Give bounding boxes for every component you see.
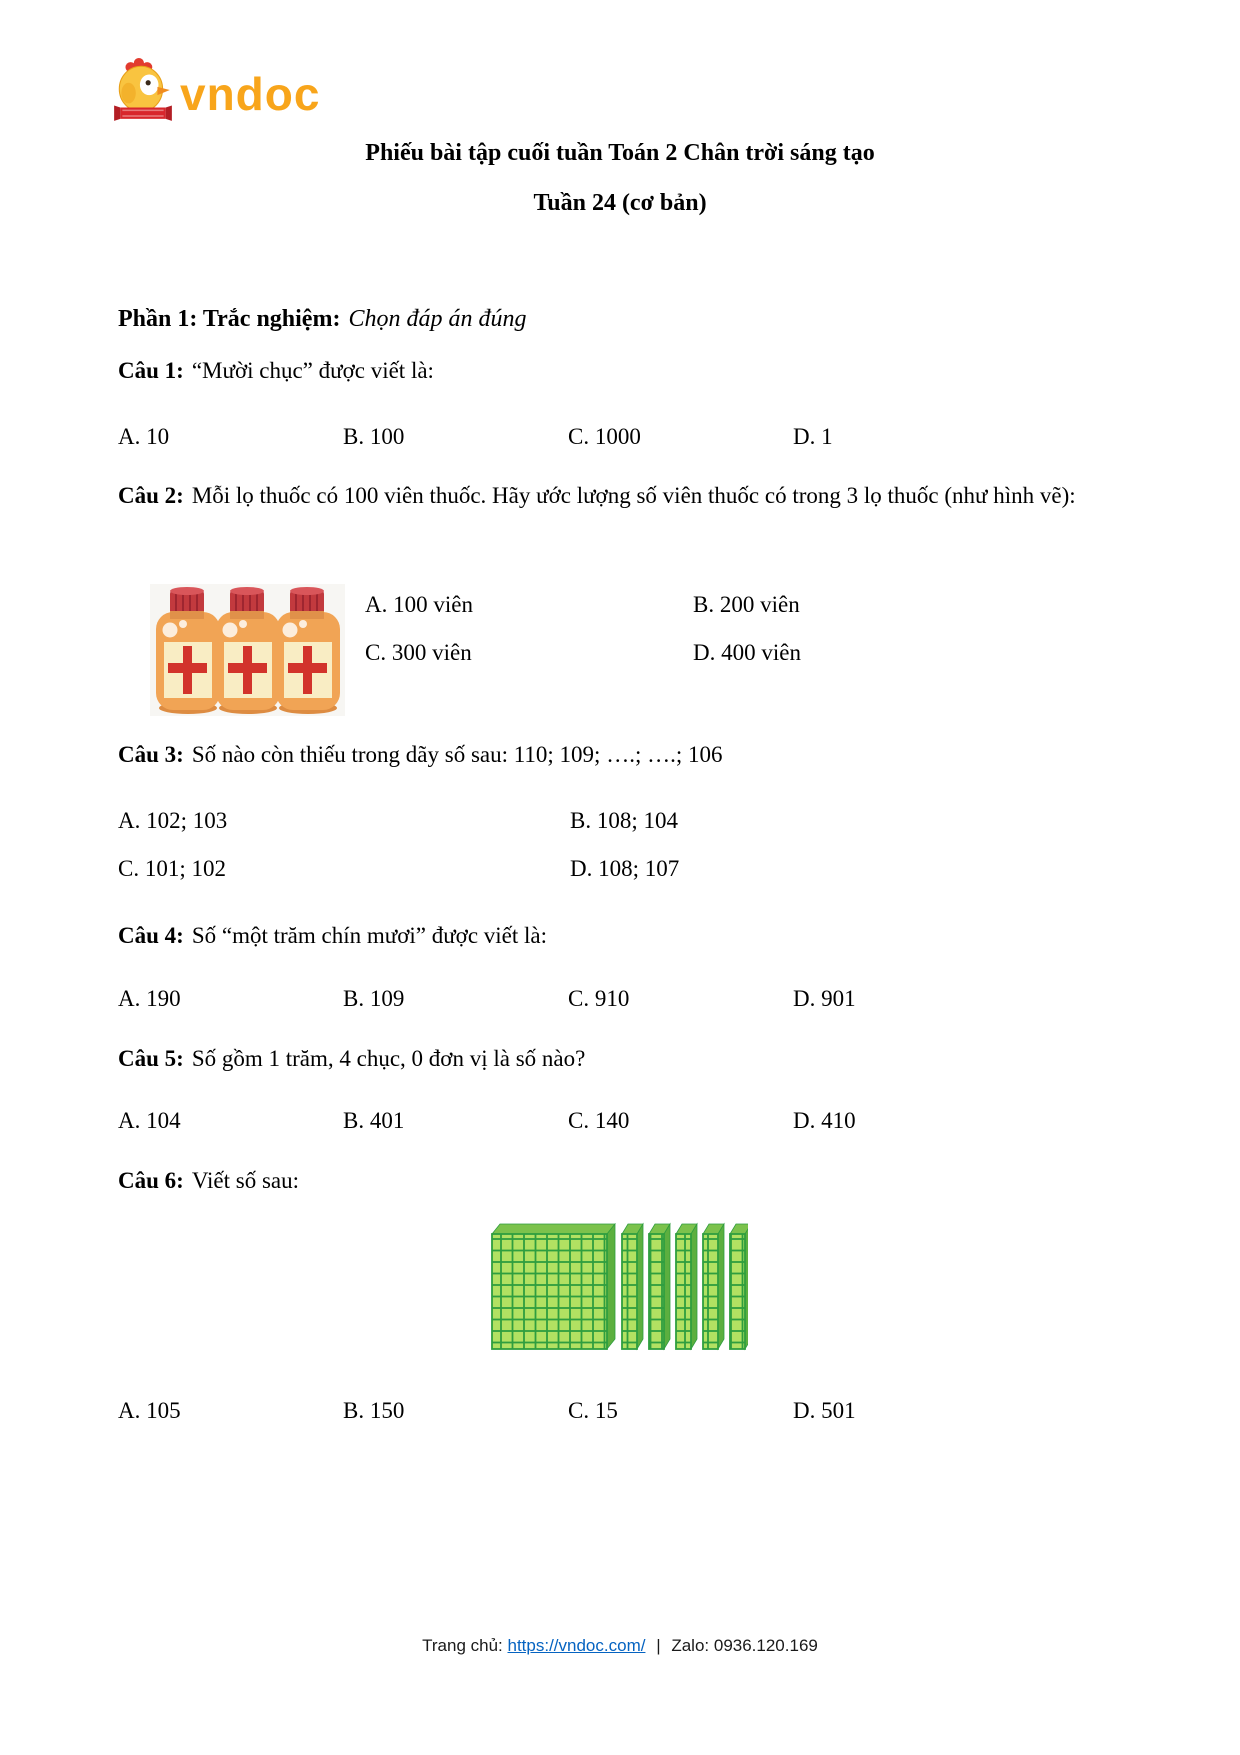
option-item: C. 1000 (568, 424, 641, 449)
option-item: C. 15 (568, 1398, 618, 1423)
ten-rod (622, 1224, 643, 1349)
question-2-options-row-2 (0, 640, 1240, 674)
footer-zalo-text: Zalo: 0936.120.169 (671, 1636, 818, 1655)
ten-rod (703, 1224, 724, 1349)
option-item: D. 901 (793, 986, 856, 1011)
question-3 (118, 742, 722, 768)
option-item: D. 400 viên (693, 640, 801, 665)
question-4 (118, 923, 547, 949)
question-4-options (0, 986, 1240, 1020)
question-6-options (0, 1398, 1240, 1432)
question-4-label: Câu 4: (118, 923, 184, 948)
question-5-text: Số gồm 1 trăm, 4 chục, 0 đơn vị là số nào? (191, 1046, 586, 1071)
option-item: B. 401 (343, 1108, 405, 1133)
option-item: C. 101; 102 (118, 856, 226, 881)
option-item: C. 140 (568, 1108, 630, 1133)
question-2-text: Mỗi lọ thuốc có 100 viên thuốc. Hãy ước lượng số viên thuốc có trong 3 lọ thuốc (như hình vẽ): (191, 483, 1076, 508)
ten-rod (676, 1224, 697, 1349)
option-item: A. 102; 103 (118, 808, 228, 833)
question-1-options (0, 424, 1240, 458)
option-item: D. 1 (793, 424, 833, 449)
vndoc-logo (112, 58, 320, 130)
question-5-options (0, 1108, 1240, 1142)
question-2-options-row-1 (0, 592, 1240, 626)
question-3-text: Số nào còn thiếu trong dãy số sau: 110; 109; ….; ….; 106 (191, 742, 723, 767)
question-5 (118, 1046, 585, 1072)
footer-separator: | (656, 1636, 661, 1655)
question-2 (118, 476, 1130, 516)
question-3-label: Câu 3: (118, 742, 184, 767)
section-1-heading-italic: Chọn đáp án đúng (348, 306, 527, 332)
hundred-flat (492, 1224, 615, 1349)
option-item: B. 150 (343, 1398, 405, 1423)
option-item: B. 108; 104 (570, 808, 678, 833)
question-6-label: Câu 6: (118, 1168, 184, 1193)
option-item: A. 104 (118, 1108, 181, 1133)
option-item: B. 200 viên (693, 592, 800, 617)
option-item: D. 410 (793, 1108, 856, 1133)
brand-text: vndoc (180, 68, 321, 120)
question-5-label: Câu 5: (118, 1046, 184, 1071)
question-1 (118, 358, 434, 384)
question-3-options-row-1 (0, 808, 1240, 842)
option-item: D. 108; 107 (570, 856, 680, 881)
option-item: C. 300 viên (365, 640, 472, 665)
section-1-heading (118, 306, 526, 333)
question-1-text: “Mười chục” được viết là: (191, 358, 434, 383)
question-3-options-row-2 (0, 856, 1240, 890)
option-item: A. 100 viên (365, 592, 473, 617)
ten-rod (730, 1224, 748, 1349)
page-subtitle: Tuần 24 (cơ bản) (533, 190, 707, 216)
question-2-label: Câu 2: (118, 483, 184, 508)
section-1-heading-bold: Phần 1: Trắc nghiệm: (118, 306, 341, 332)
option-item: B. 109 (343, 986, 405, 1011)
page-footer (0, 1636, 1240, 1656)
footer-home-label: Trang chủ: (422, 1636, 503, 1655)
question-6 (118, 1168, 299, 1194)
option-item: A. 105 (118, 1398, 181, 1423)
question-6-text: Viết số sau: (191, 1168, 300, 1193)
page-title: Phiếu bài tập cuối tuần Toán 2 Chân trời sáng tạo (365, 140, 875, 166)
question-1-label: Câu 1: (118, 358, 184, 383)
ten-rod (649, 1224, 670, 1349)
option-item: A. 190 (118, 986, 181, 1011)
base-ten-blocks-image (478, 1216, 748, 1367)
option-item: C. 910 (568, 986, 630, 1011)
option-item: D. 501 (793, 1398, 856, 1423)
question-4-text: Số “một trăm chín mươi” được viết là: (191, 923, 548, 948)
option-item: A. 10 (118, 424, 170, 449)
chicken-mascot-icon (112, 58, 174, 130)
home-link[interactable]: https://vndoc.com/ (507, 1636, 646, 1655)
option-item: B. 100 (343, 424, 405, 449)
